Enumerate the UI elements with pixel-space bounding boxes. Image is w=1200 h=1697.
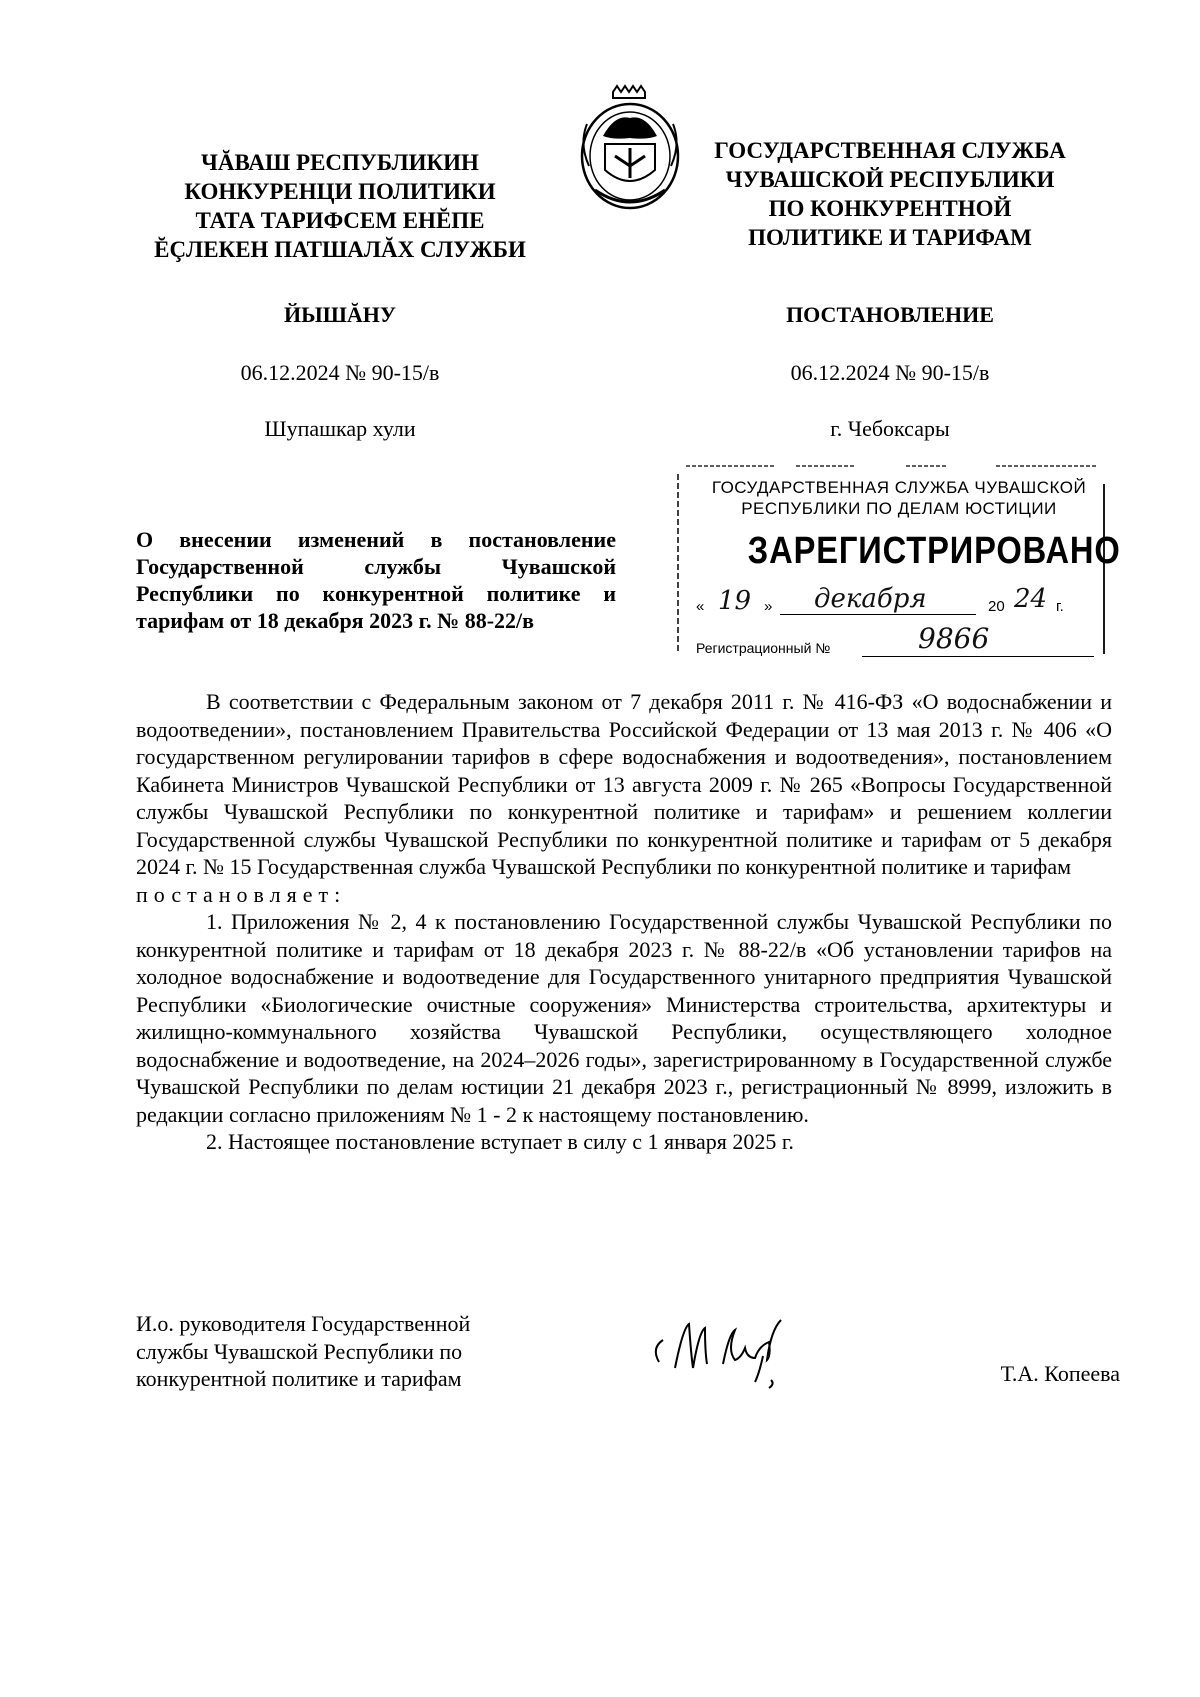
left-doc-number: 06.12.2024 № 90-15/в bbox=[240, 360, 440, 385]
right-org-line: ГОСУДАРСТВЕННАЯ СЛУЖБА bbox=[714, 138, 1066, 163]
right-org-header bbox=[700, 136, 1080, 252]
signatory-position-line: И.о. руководителя Государственной bbox=[136, 1311, 471, 1336]
left-city: Шупашкар хули bbox=[264, 416, 416, 441]
stamp-org-line2: РЕСПУБЛИКИ ПО ДЕЛАМ ЮСТИЦИИ bbox=[741, 499, 1057, 518]
stamp-month: декабря bbox=[814, 584, 927, 614]
stamp-reg-number: 9866 bbox=[918, 622, 990, 655]
left-doc-type: ЙЫШĂНУ bbox=[283, 302, 397, 327]
signatory-position-line: службы Чувашской Республики по bbox=[136, 1338, 463, 1364]
item-2-paragraph: 2. Настоящее постановление вступает в силу с 1 января 2025 г. bbox=[206, 1129, 794, 1154]
stamp-quote-open: « bbox=[696, 598, 705, 615]
signatory-name: Т.А. Копеева bbox=[1000, 1361, 1120, 1386]
stamp-date-row bbox=[696, 584, 1096, 620]
handwritten-signature bbox=[645, 1300, 815, 1390]
left-org-line: КОНКУРЕНЦИ ПОЛИТИКИ bbox=[184, 179, 496, 204]
preamble-paragraph: В соответствии с Федеральным законом от 7 декабря 2011 г. № 416-ФЗ «О водоснабжении и водоотведении», постановлением Правительства Российской Федерации от 13 мая 2013 г. № 406 «О государственном регулировании тарифов в сфере водоснабжения и водоотведения», постановлением Кабинета Министров Чувашской Республики от 13 августа 2009 г. № 265 «Вопросы Государственной службы Чувашской Республики по конкурентной политике и тарифам» и решением коллегии Государственной службы Чувашской Республики по конкурентной политике и тарифам от 5 декабря 2024 г. № 15 Государственная служба Чувашской Республики по конкурентной политике и тарифам bbox=[136, 689, 1112, 879]
stamp-quote-close: » bbox=[764, 598, 773, 615]
signatory-position bbox=[136, 1310, 556, 1393]
coat-of-arms-emblem bbox=[575, 84, 685, 214]
document-subject: О внесении изменений в постановление Государственной службы Чувашской Республики по конкурентной политике и тарифам от 18 декабря 2023 г. № 88-22/в bbox=[136, 527, 616, 633]
left-org-line: ТАТА ТАРИФСЕМ ЕНĔПЕ bbox=[195, 208, 485, 233]
right-city: г. Чебоксары bbox=[830, 416, 950, 441]
stamp-registered-label: ЗАРЕГИСТРИРОВАНО bbox=[747, 530, 1121, 572]
stamp-month-line bbox=[780, 614, 976, 615]
right-org-line: ПОЛИТИКЕ И ТАРИФАМ bbox=[748, 225, 1032, 250]
stamp-year-prefix: 20 bbox=[988, 598, 1005, 615]
signatory-position-line: конкурентной политике и тарифам bbox=[136, 1366, 462, 1391]
left-org-line: ĔÇЛЕКЕН ПАТШАЛĂХ СЛУЖБИ bbox=[154, 237, 526, 262]
stamp-regno-line bbox=[862, 656, 1094, 657]
stamp-year-suffix: 24 bbox=[1014, 584, 1048, 614]
right-org-line: ЧУВАШСКОЙ РЕСПУБЛИКИ bbox=[725, 167, 1055, 192]
stamp-regno-row bbox=[696, 622, 1096, 662]
left-org-header bbox=[150, 148, 530, 264]
stamp-day: 19 bbox=[718, 586, 752, 616]
item-1-paragraph: 1. Приложения № 2, 4 к постановлению Государственной службы Чувашской Республики по конкурентной политике и тарифам от 18 декабря 2023 г. № 88-22/в «Об установлении тарифов на холодное водоснабжение и водоотведение для Государственного унитарного предприятия Чувашской Республики «Биологические очистные сооружения» Министерства строительства, архитектуры и жилищно-коммунального хозяйства Чувашской Республики, осуществляющего холодное водоснабжение и водоотведение, на 2024–2026 годы», зарегистрированному в Государственной службе Чувашской Республики по делам юстиции 21 декабря 2023 г., регистрационный № 8999, изложить в редакции согласно приложениям № 1 - 2 к настоящему постановлению. bbox=[136, 909, 1112, 1127]
document-body bbox=[136, 688, 1112, 1156]
right-doc-type: ПОСТАНОВЛЕНИЕ bbox=[786, 302, 994, 327]
registration-stamp bbox=[676, 464, 1121, 664]
resolves-word: постановляет: bbox=[136, 881, 347, 907]
right-org-line: ПО КОНКУРЕНТНОЙ bbox=[768, 196, 1012, 221]
stamp-year-unit: г. bbox=[1056, 598, 1064, 615]
stamp-org-line1: ГОСУДАРСТВЕННАЯ СЛУЖБА ЧУВАШСКОЙ bbox=[711, 478, 1087, 497]
stamp-reg-label: Регистрационный № bbox=[696, 640, 831, 656]
left-org-line: ЧĂВАШ РЕСПУБЛИКИН bbox=[201, 150, 479, 175]
right-doc-number: 06.12.2024 № 90-15/в bbox=[790, 360, 990, 385]
